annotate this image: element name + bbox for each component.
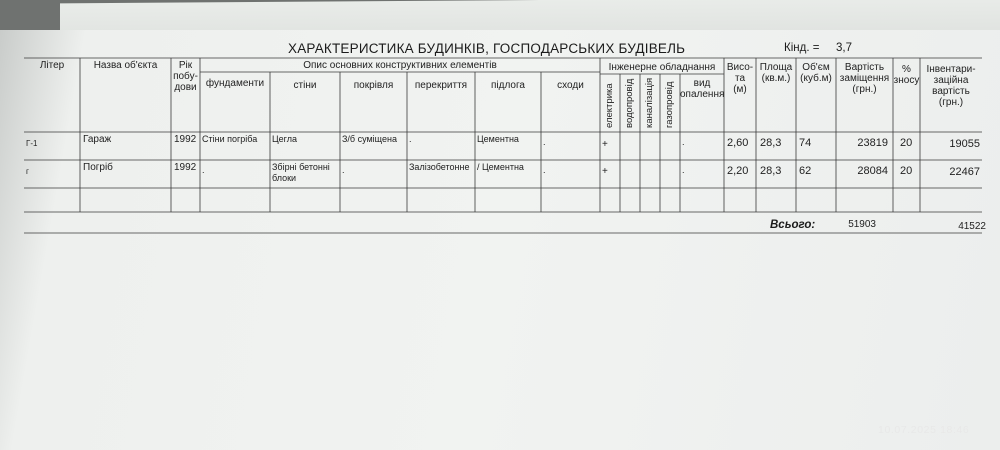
totals-label: Всього: xyxy=(770,219,816,231)
header-floor: підлога xyxy=(491,80,525,91)
row-year: 1992 xyxy=(174,134,197,145)
row-floor: Цементна xyxy=(477,134,519,144)
row-liter: г xyxy=(26,167,29,176)
row-roof: . xyxy=(342,165,345,175)
row-liter: Г-1 xyxy=(26,139,38,148)
header-water: водопровід xyxy=(624,78,635,128)
row-walls: Збірні бетонні блоки xyxy=(272,162,330,183)
row-height: 2,20 xyxy=(727,165,749,177)
header-inventory-value: Інвентари- заційна вартість (грн.) xyxy=(926,64,976,108)
header-electric: електрика xyxy=(604,83,615,128)
row-electric: + xyxy=(602,166,608,177)
header-sewer: каналізація xyxy=(644,77,655,128)
row-height: 2,60 xyxy=(727,137,749,149)
header-area: Площа (кв.м.) xyxy=(759,62,793,84)
header-foundation: фундаменти xyxy=(205,78,265,89)
header-ceiling: перекриття xyxy=(414,80,468,91)
row-area: 28,3 xyxy=(760,137,782,149)
totals-replacement-cost: 51903 xyxy=(848,219,876,230)
header-structural-group: Опис основних конструктивних елементів xyxy=(303,60,497,71)
row-inventory-value: 19055 xyxy=(949,138,980,150)
row-ceiling: Залізобетонне xyxy=(409,162,470,172)
row-name: Гараж xyxy=(83,134,112,145)
header-name: Назва об'єкта xyxy=(93,60,158,71)
row-replacement-cost: 28084 xyxy=(857,165,888,177)
header-gas: газопровід xyxy=(664,81,675,128)
row-foundation: . xyxy=(202,165,205,175)
header-year: Рік побу- дови xyxy=(173,60,198,93)
header-liter: Літер xyxy=(39,60,65,71)
header-roof: покрівля xyxy=(353,80,394,91)
row-ceiling: . xyxy=(409,134,412,144)
header-height: Висо- та (м) xyxy=(726,62,754,95)
header-wear: % зносу xyxy=(893,64,920,86)
row-stairs: . xyxy=(543,137,546,147)
photo-timestamp: 10.07.2025 18:46 xyxy=(878,424,970,436)
row-wear: 20 xyxy=(900,165,913,177)
row-inventory-value: 22467 xyxy=(949,166,980,178)
row-heating: . xyxy=(682,165,685,175)
row-stairs: . xyxy=(543,165,546,175)
header-replacement-cost: Вартість заміщення (грн.) xyxy=(839,62,890,95)
row-foundation: Стіни погріба xyxy=(202,134,258,144)
row-heating: . xyxy=(682,137,685,147)
row-name: Погріб xyxy=(83,162,113,173)
coefficient-label: Кінд. = xyxy=(784,42,820,54)
row-volume: 74 xyxy=(799,137,812,149)
header-heating: вид опалення xyxy=(680,78,725,100)
row-replacement-cost: 23819 xyxy=(857,137,888,149)
row-year: 1992 xyxy=(174,162,197,173)
header-volume: Об'єм (куб.м) xyxy=(800,62,832,84)
header-stairs: сходи xyxy=(557,80,584,91)
row-walls: Цегла xyxy=(272,134,298,144)
coefficient-value: 3,7 xyxy=(836,42,852,54)
row-floor: / Цементна xyxy=(477,162,524,172)
row-roof: З/б суміщена xyxy=(342,134,397,144)
row-wear: 20 xyxy=(900,137,913,149)
row-electric: + xyxy=(602,139,608,150)
document-title: ХАРАКТЕРИСТИКА БУДИНКІВ, ГОСПОДАРСЬКИХ БУДІВЕЛЬ xyxy=(288,41,686,56)
totals-inventory-value: 41522 xyxy=(958,221,986,232)
row-area: 28,3 xyxy=(760,165,782,177)
row-volume: 62 xyxy=(799,165,812,177)
header-walls: стіни xyxy=(293,80,317,91)
header-engineering-group: Інженерне обладнання xyxy=(608,62,716,73)
